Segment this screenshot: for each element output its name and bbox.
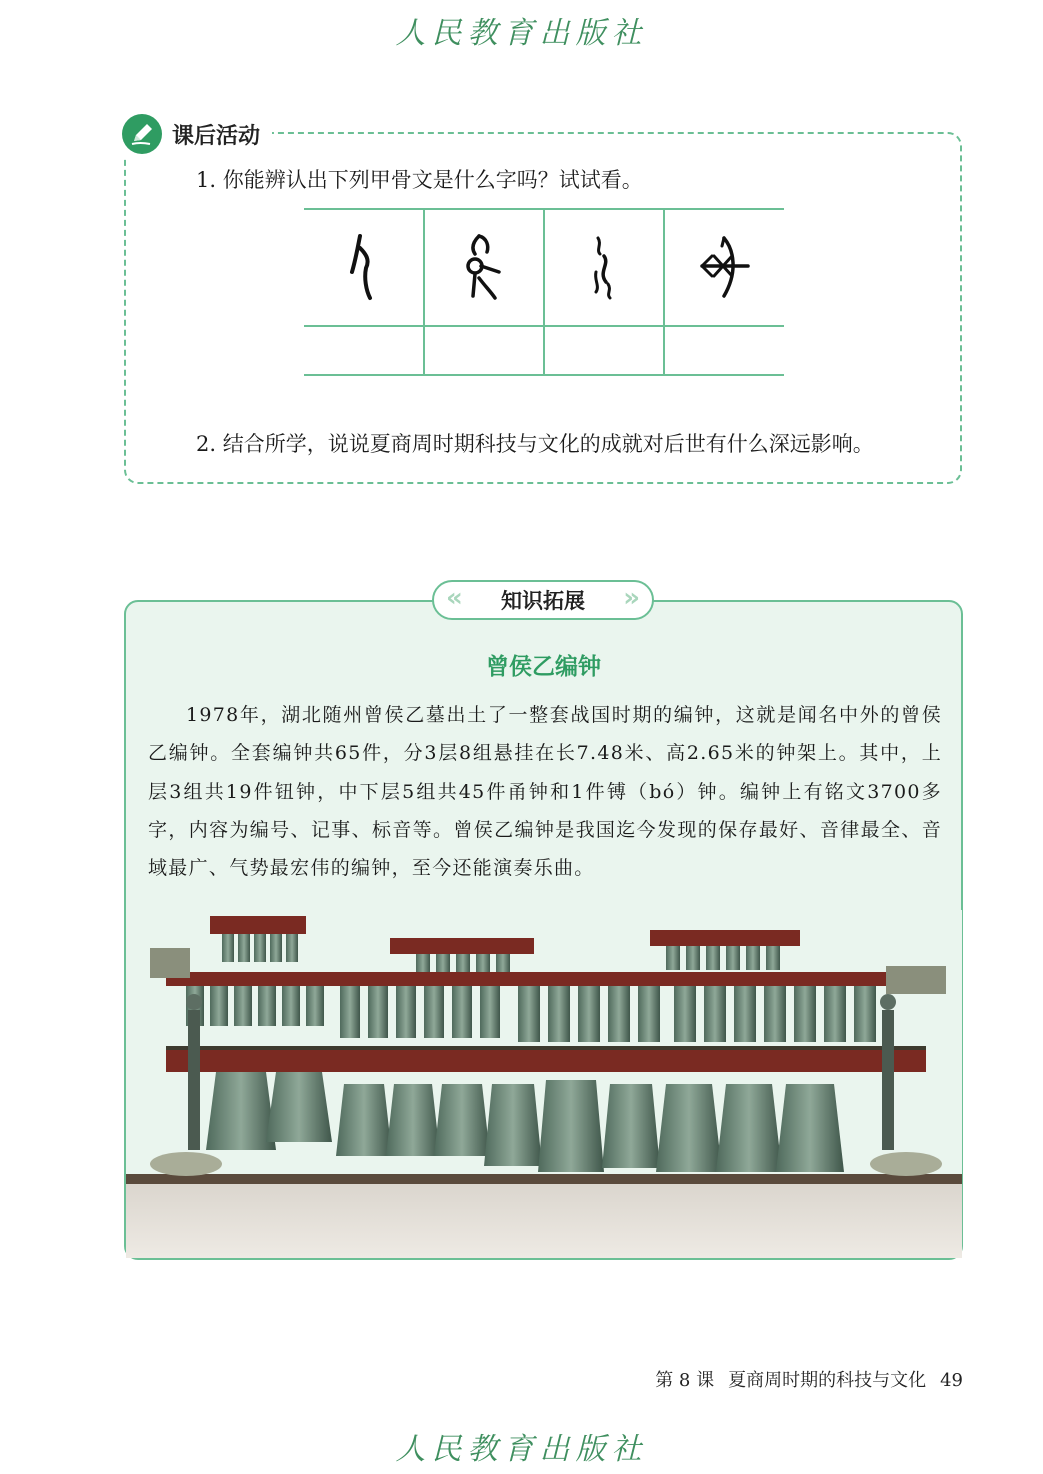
oracle-glyph-1-icon <box>304 232 424 304</box>
oracle-glyph-2-icon <box>424 232 544 304</box>
double-chevron-right-icon: » <box>623 583 640 613</box>
publisher-logo-top: 人民教育出版社 <box>395 16 648 51</box>
knowledge-tab <box>432 580 654 620</box>
pencil-icon <box>122 114 162 154</box>
page-footer <box>641 1366 963 1392</box>
activity-header <box>122 112 272 156</box>
oracle-glyph-4-icon <box>664 232 784 304</box>
page-number: 49 <box>940 1370 963 1391</box>
activity-title: 课后活动 <box>172 123 261 149</box>
lesson-title: 夏商周时期的科技与文化 <box>728 1370 927 1391</box>
question-1: 1. 你能辨认出下列甲骨文是什么字吗？试试看。 <box>196 168 643 192</box>
oracle-bone-table <box>304 208 784 376</box>
knowledge-tab-title: 知识拓展 <box>501 589 585 613</box>
oracle-glyph-3-icon <box>544 232 664 304</box>
chime-bells-photo <box>126 910 962 1258</box>
publisher-logo-bottom: 人民教育出版社 <box>395 1432 648 1467</box>
lesson-number: 第 8 课 <box>655 1370 715 1391</box>
article-body: 1978年，湖北随州曾侯乙墓出土了一整套战国时期的编钟，这就是闻名中外的曾侯乙编钟。全套编钟共65件，分3层8组悬挂在长7.48米、高2.65米的钟架上。其中，上层3组共19件钮钟，中下层5组共45件甬钟和1件镈（bó）钟。编钟上有铭文3700多字，内容为编号、记事、标音等。曾侯乙编钟是我国迄今发现的保存最好、音律最全、音域最广、气势最宏伟的编钟，至今还能演奏乐曲。 <box>148 704 942 880</box>
article-title: 曾侯乙编钟 <box>486 654 601 680</box>
question-2: 2. 结合所学，说说夏商周时期科技与文化的成就对后世有什么深远影响。 <box>196 432 874 456</box>
double-chevron-left-icon: « <box>446 583 463 613</box>
